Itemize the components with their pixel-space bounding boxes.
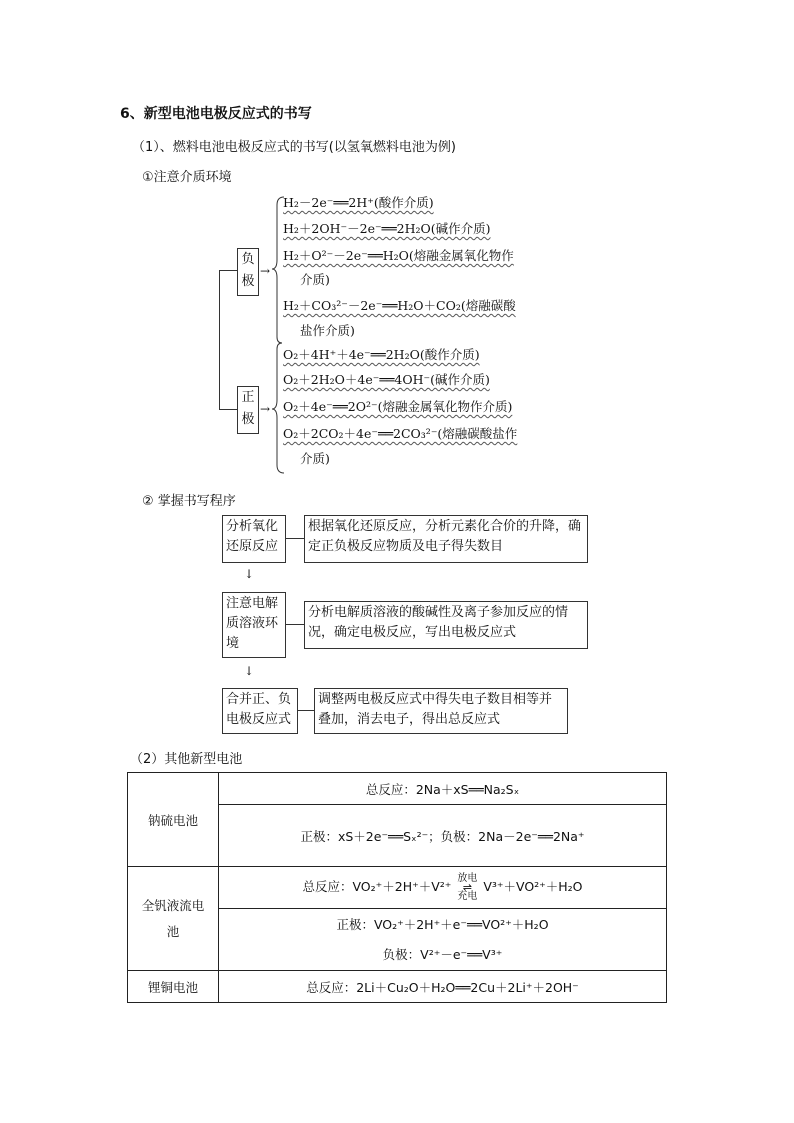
battery-name: 钠硫电池 — [128, 773, 219, 867]
table-row — [128, 773, 667, 805]
negative-eq-oxide-cont: 介质) — [300, 272, 330, 287]
negative-eq-carbonate: H₂＋CO₃²⁻－2e⁻══H₂O＋CO₂(熔融碳酸 — [283, 298, 516, 313]
desc-combine: 调整两电极反应式中得失电子数目相等并叠加，消去电子，得出总反应式 — [314, 688, 568, 734]
positive-eq-acid: O₂＋4H⁺＋4e⁻══2H₂O(酸作介质) — [283, 347, 480, 362]
desc-electrolyte: 分析电解质溶液的酸碱性及离子参加反应的情况，确定电极反应，写出电极反应式 — [304, 601, 588, 649]
subsection-fuel-cell: （1）、燃料电池电极反应式的书写(以氢氧燃料电池为例) — [132, 140, 456, 155]
positive-eq-oxide: O₂＋4e⁻══2O²⁻(熔融金属氧化物作介质) — [283, 399, 513, 414]
arrow-icon: → — [260, 264, 271, 278]
total-reaction: 总反应：2Na＋xS══Na₂Sₓ — [219, 773, 667, 805]
positive-eq-base: O₂＋2H₂O＋4e⁻══4OH⁻(碱作介质) — [283, 372, 490, 387]
connector-line — [298, 710, 314, 711]
battery-name: 锂铜电池 — [128, 971, 219, 1003]
subsection-other-batteries: （2）其他新型电池 — [130, 752, 243, 767]
down-arrow-icon: ↓ — [244, 567, 255, 581]
connector-line — [286, 624, 304, 625]
subsection-medium: ①注意介质环境 — [142, 170, 232, 185]
negative-eq-base: H₂＋2OH⁻－2e⁻══2H₂O(碱作介质) — [283, 221, 491, 236]
positive-pole-box: 正极 — [237, 386, 259, 434]
table-row — [128, 971, 667, 1003]
battery-name: 全钒液流电池 — [128, 867, 219, 971]
step-combine: 合并正、负电极反应式 — [222, 688, 298, 734]
bracket-line — [219, 270, 237, 271]
table-row — [128, 867, 667, 909]
positive-eq-carbonate-cont: 介质) — [300, 451, 330, 466]
negative-eq-oxide: H₂＋O²⁻－2e⁻══H₂O(熔融金属氧化物作 — [283, 248, 514, 263]
battery-table — [127, 772, 667, 1003]
step-analyze-redox: 分析氧化还原反应 — [222, 515, 286, 563]
negative-pole-box: 负极 — [237, 248, 259, 296]
bracket-line — [219, 409, 237, 410]
bracket-line — [219, 270, 220, 409]
subsection-procedure: ② 掌握书写程序 — [142, 494, 236, 509]
negative-eq-acid: H₂－2e⁻══2H⁺(酸作介质) — [283, 195, 434, 210]
section-title: 6、新型电池电极反应式的书写 — [120, 106, 312, 122]
total-reaction: 总反应：2Li＋Cu₂O＋H₂O══2Cu＋2Li⁺＋2OH⁻ — [219, 971, 667, 1003]
electrode-reactions: 正极：xS＋2e⁻══Sₓ²⁻；负极：2Na－2e⁻══2Na⁺ — [219, 805, 667, 867]
arrow-icon: → — [260, 402, 271, 416]
electrode-reactions: 正极：VO₂⁺＋2H⁺＋e⁻══VO²⁺＋H₂O 负极：V²⁺－e⁻══V³⁺ — [219, 909, 667, 971]
positive-eq-carbonate: O₂＋2CO₂＋4e⁻══2CO₃²⁻(熔融碳酸盐作 — [283, 426, 518, 441]
reversible-arrow-icon: 放电 ⇌ 充电 — [457, 873, 478, 902]
connector-line — [286, 538, 304, 539]
down-arrow-icon: ↓ — [244, 664, 255, 678]
desc-analyze-redox: 根据氧化还原反应，分析元素化合价的升降，确定正负极反应物质及电子得失数目 — [304, 515, 588, 563]
step-electrolyte: 注意电解质溶液环境 — [222, 592, 286, 658]
negative-eq-carbonate-cont: 盐作介质) — [300, 323, 355, 338]
total-reaction: 总反应：VO₂⁺＋2H⁺＋V²⁺ 放电 ⇌ 充电 V³⁺＋VO²⁺＋H₂O — [219, 867, 667, 909]
